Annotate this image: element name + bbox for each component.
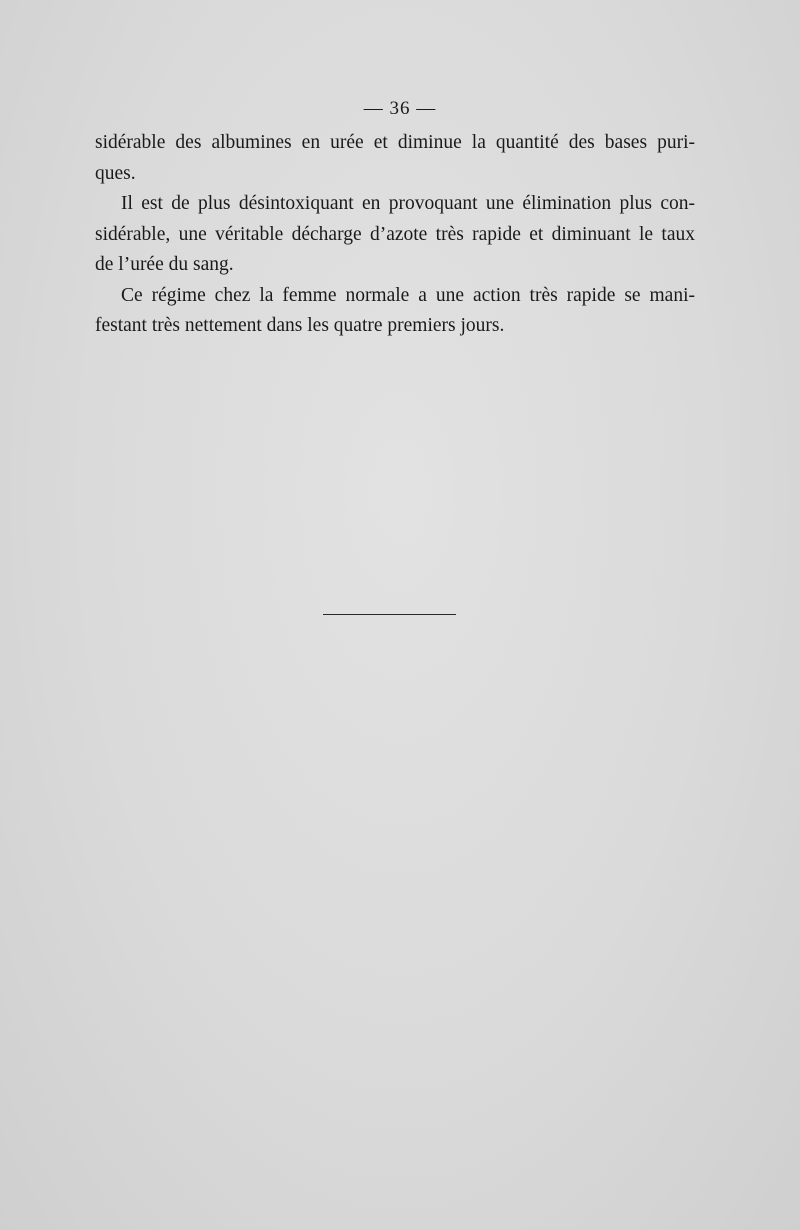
paragraph-3 — [95, 281, 695, 342]
text-line: de l’urée du sang. — [95, 254, 234, 275]
text-line: sidérable, une véritable décharge d’azote très rapide et diminuant le taux — [95, 223, 695, 245]
text-line: festant très nettement dans les quatre premiers jours. — [95, 315, 505, 336]
text-line: Ce régime chez la femme normale a une action très rapide se mani- — [121, 284, 695, 306]
paragraph-1 — [95, 128, 695, 189]
body-text — [95, 128, 695, 342]
text-line: ques. — [95, 162, 136, 184]
paragraph-2 — [95, 189, 695, 281]
text-line: sidérable des albumines en urée et diminue la quantité des bases puri- — [95, 132, 695, 153]
section-divider — [323, 614, 456, 615]
text-line: Il est de plus désintoxiquant en provoquant une élimination plus con- — [121, 193, 695, 214]
page-number: — 36 — — [363, 98, 437, 119]
